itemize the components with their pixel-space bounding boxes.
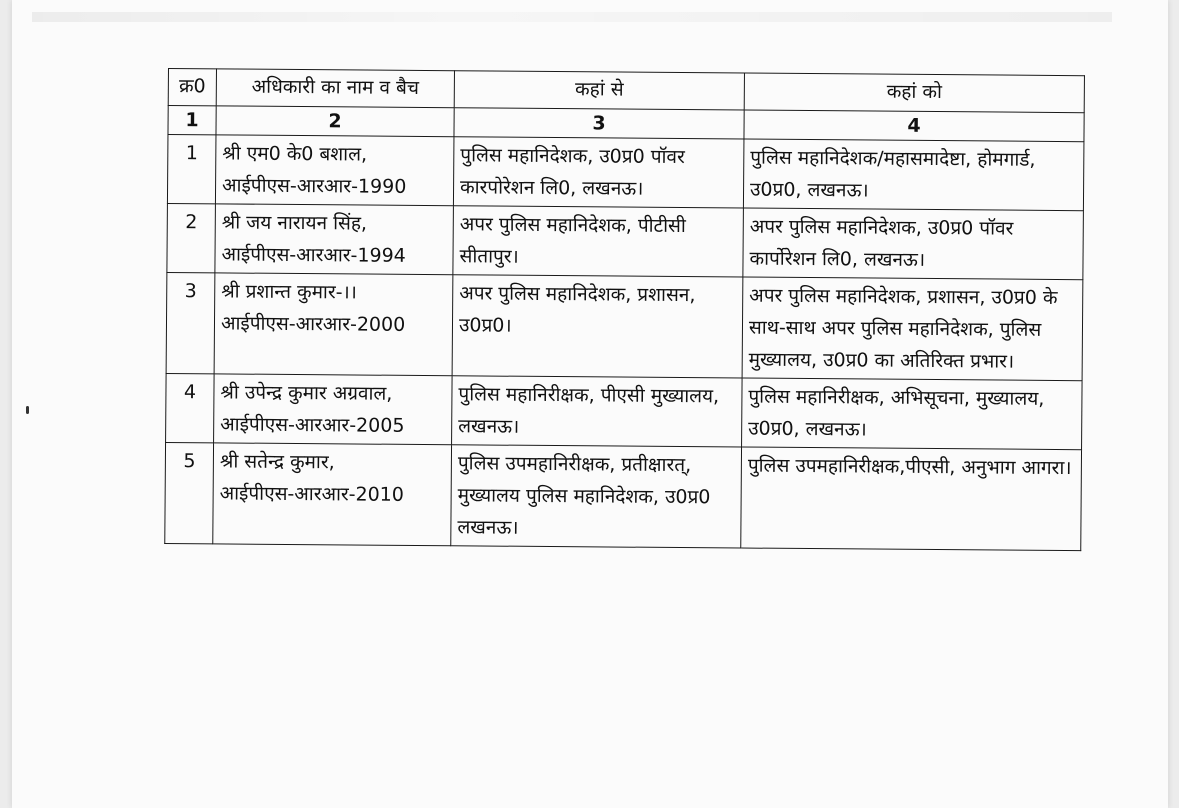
officer-batch: आईपीएस-आरआर-2000 xyxy=(220,312,406,336)
serial-cell: 4 xyxy=(166,373,215,442)
header-from: कहां से xyxy=(454,71,744,110)
to-cell: पुलिस महानिदेशक/महासमादेष्टा, होमगार्ड, उ0प्र0, लखनऊ। xyxy=(743,139,1084,211)
officer-batch: आईपीएस-आरआर-1990 xyxy=(221,174,407,198)
to-cell: अपर पुलिस महानिदेशक, प्रशासन, उ0प्र0 के साथ-साथ अपर पुलिस महानिदेशक, पुलिस मुख्यालय, उ0प्र0 का अतिरिक्त प्रभार। xyxy=(742,277,1083,381)
table-row xyxy=(167,135,1084,211)
column-number: 3 xyxy=(454,108,744,139)
from-cell: अपर पुलिस महानिदेशक, प्रशासन, उ0प्र0। xyxy=(452,275,743,378)
officer-name: श्री जय नारायन सिंह, xyxy=(221,211,368,235)
table-row xyxy=(167,203,1084,279)
officer-name: श्री सतेन्द्र कुमार, xyxy=(219,450,335,474)
from-cell: पुलिस उपमहानिरीक्षक, प्रतीक्षारत्, मुख्यालय पुलिस महानिदेशक, उ0प्र0 लखनऊ। xyxy=(451,445,742,548)
to-cell: पुलिस उपमहानिरीक्षक,पीएसी, अनुभाग आगरा। xyxy=(741,447,1082,551)
officer-cell xyxy=(214,374,453,445)
officer-batch: आईपीएस-आरआर-2005 xyxy=(220,413,405,437)
header-officer-name: अधिकारी का नाम व बैच xyxy=(216,69,454,108)
scan-artifact xyxy=(32,12,1112,22)
document-page xyxy=(12,0,1168,808)
serial-cell: 3 xyxy=(166,272,215,373)
column-number: 1 xyxy=(168,106,216,135)
table-row xyxy=(166,373,1083,449)
officer-name: श्री एम0 के0 बशाल, xyxy=(222,142,368,166)
officer-cell xyxy=(213,443,452,546)
transfer-table-wrapper xyxy=(164,68,1084,551)
table-row xyxy=(165,442,1082,550)
officer-cell xyxy=(215,204,454,275)
officer-cell xyxy=(215,135,454,206)
from-cell: अपर पुलिस महानिदेशक, पीटीसी सीतापुर। xyxy=(453,206,744,277)
column-number: 4 xyxy=(744,110,1084,142)
to-cell: पुलिस महानिरीक्षक, अभिसूचना, मुख्यालय, उ0प्र0, लखनऊ। xyxy=(742,378,1083,450)
officer-cell xyxy=(214,273,453,376)
officer-batch: आईपीएस-आरआर-2010 xyxy=(219,482,405,506)
serial-cell: 1 xyxy=(167,135,216,204)
serial-cell: 5 xyxy=(165,442,214,543)
scan-speck xyxy=(26,406,29,414)
header-to: कहां को xyxy=(744,73,1084,113)
serial-cell: 2 xyxy=(167,203,216,272)
from-cell: पुलिस महानिरीक्षक, पीएसी मुख्यालय, लखनऊ। xyxy=(452,376,743,447)
officer-name: श्री प्रशान्त कुमार-।। xyxy=(221,280,358,304)
column-number: 2 xyxy=(216,106,454,137)
transfer-table xyxy=(164,68,1085,551)
header-serial: क्र0 xyxy=(168,69,216,106)
officer-batch: आईपीएस-आरआर-1994 xyxy=(221,243,406,267)
table-row xyxy=(166,272,1083,380)
from-cell: पुलिस महानिदेशक, उ0प्र0 पॉवर कारपोरेशन लि0, लखनऊ। xyxy=(453,137,744,208)
officer-name: श्री उपेन्द्र कुमार अग्रवाल, xyxy=(220,381,393,405)
to-cell: अपर पुलिस महानिदेशक, उ0प्र0 पॉवर कार्पोरेशन लि0, लखनऊ। xyxy=(743,208,1084,280)
